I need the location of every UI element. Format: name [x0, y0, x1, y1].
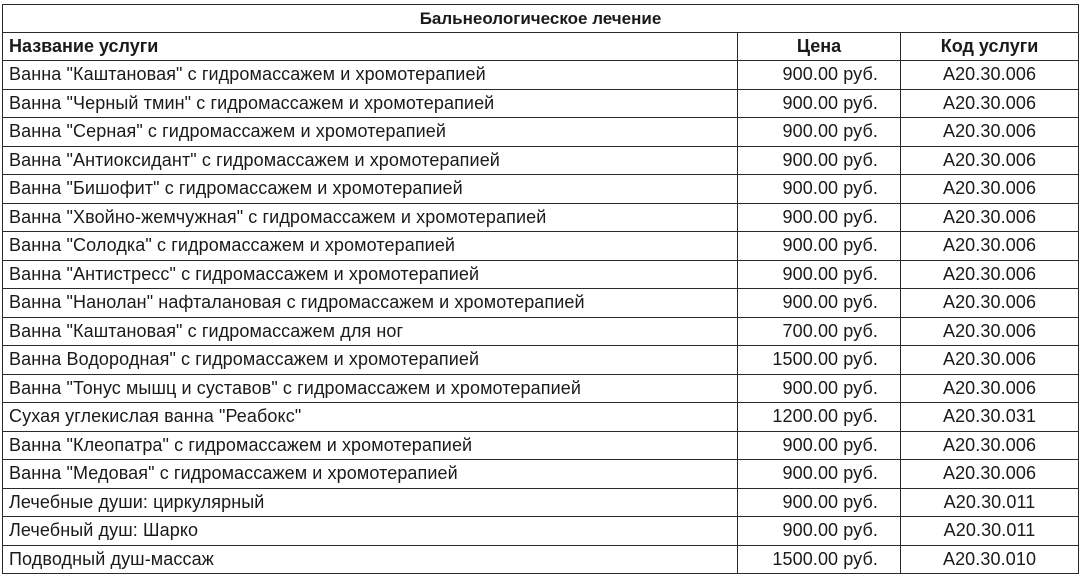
service-code-cell: A20.30.011	[901, 517, 1079, 546]
service-name-cell: Ванна "Клеопатра" с гидромассажем и хромотерапией	[3, 431, 738, 460]
service-price-cell: 1200.00 руб.	[738, 403, 901, 432]
price-table	[2, 4, 1079, 574]
service-code-cell: A20.30.006	[901, 431, 1079, 460]
service-price-cell: 900.00 руб.	[738, 175, 901, 204]
service-price-cell: 900.00 руб.	[738, 260, 901, 289]
service-name-cell: Ванна "Антиоксидант" с гидромассажем и хромотерапией	[3, 146, 738, 175]
column-header-price: Цена	[738, 33, 901, 61]
table-row	[3, 403, 1079, 432]
table-row	[3, 203, 1079, 232]
service-price-cell: 900.00 руб.	[738, 431, 901, 460]
service-price-cell: 1500.00 руб.	[738, 545, 901, 574]
table-row	[3, 374, 1079, 403]
table-title: Бальнеологическое лечение	[3, 5, 1079, 33]
service-code-cell: A20.30.006	[901, 260, 1079, 289]
service-name-cell: Подводный душ-массаж	[3, 545, 738, 574]
service-code-cell: A20.30.010	[901, 545, 1079, 574]
table-row	[3, 346, 1079, 375]
table-row	[3, 89, 1079, 118]
service-price-cell: 900.00 руб.	[738, 517, 901, 546]
service-price-cell: 900.00 руб.	[738, 146, 901, 175]
column-header-name: Название услуги	[3, 33, 738, 61]
service-name-cell: Ванна "Хвойно-жемчужная" с гидромассажем и хромотерапией	[3, 203, 738, 232]
service-name-cell: Ванна "Бишофит" с гидромассажем и хромотерапией	[3, 175, 738, 204]
service-code-cell: A20.30.011	[901, 488, 1079, 517]
service-name-cell: Ванна "Серная" с гидромассажем и хромотерапией	[3, 118, 738, 147]
service-price-cell: 900.00 руб.	[738, 203, 901, 232]
table-row	[3, 317, 1079, 346]
service-price-cell: 900.00 руб.	[738, 289, 901, 318]
table-row	[3, 118, 1079, 147]
service-name-cell: Лечебный душ: Шарко	[3, 517, 738, 546]
service-code-cell: A20.30.006	[901, 89, 1079, 118]
service-code-cell: A20.30.006	[901, 289, 1079, 318]
service-price-cell: 900.00 руб.	[738, 460, 901, 489]
service-price-cell: 900.00 руб.	[738, 374, 901, 403]
table-title-row	[3, 5, 1079, 33]
service-code-cell: A20.30.006	[901, 203, 1079, 232]
service-code-cell: A20.30.006	[901, 146, 1079, 175]
service-name-cell: Ванна "Каштановая" с гидромассажем для ног	[3, 317, 738, 346]
price-list-document	[1, 4, 1079, 575]
service-code-cell: A20.30.006	[901, 232, 1079, 261]
service-name-cell: Ванна "Медовая" с гидромассажем и хромотерапией	[3, 460, 738, 489]
table-row	[3, 175, 1079, 204]
table-row	[3, 488, 1079, 517]
service-price-cell: 900.00 руб.	[738, 118, 901, 147]
service-name-cell: Ванна "Нанолан" нафталановая с гидромассажем и хромотерапией	[3, 289, 738, 318]
service-name-cell: Ванна "Тонус мышц и суставов" с гидромассажем и хромотерапией	[3, 374, 738, 403]
table-row	[3, 517, 1079, 546]
service-code-cell: A20.30.006	[901, 118, 1079, 147]
table-row	[3, 260, 1079, 289]
service-name-cell: Ванна "Каштановая" с гидромассажем и хромотерапией	[3, 61, 738, 90]
service-price-cell: 1500.00 руб.	[738, 346, 901, 375]
service-price-cell: 900.00 руб.	[738, 61, 901, 90]
table-row	[3, 460, 1079, 489]
table-header-row	[3, 33, 1079, 61]
table-row	[3, 146, 1079, 175]
service-name-cell: Ванна "Солодка" с гидромассажем и хромотерапией	[3, 232, 738, 261]
service-price-cell: 900.00 руб.	[738, 89, 901, 118]
service-code-cell: A20.30.006	[901, 317, 1079, 346]
service-code-cell: A20.30.006	[901, 175, 1079, 204]
column-header-code: Код услуги	[901, 33, 1079, 61]
table-row	[3, 232, 1079, 261]
service-price-cell: 700.00 руб.	[738, 317, 901, 346]
table-row	[3, 431, 1079, 460]
service-name-cell: Лечебные души: циркулярный	[3, 488, 738, 517]
service-code-cell: A20.30.006	[901, 460, 1079, 489]
service-name-cell: Ванна Водородная" с гидромассажем и хромотерапией	[3, 346, 738, 375]
service-code-cell: A20.30.031	[901, 403, 1079, 432]
service-name-cell: Ванна "Черный тмин" с гидромассажем и хромотерапией	[3, 89, 738, 118]
service-name-cell: Ванна "Антистресс" с гидромассажем и хромотерапией	[3, 260, 738, 289]
table-row	[3, 61, 1079, 90]
service-code-cell: A20.30.006	[901, 61, 1079, 90]
table-row	[3, 289, 1079, 318]
service-price-cell: 900.00 руб.	[738, 488, 901, 517]
table-row	[3, 545, 1079, 574]
service-code-cell: A20.30.006	[901, 346, 1079, 375]
service-name-cell: Сухая углекислая ванна "Реабокс"	[3, 403, 738, 432]
service-code-cell: A20.30.006	[901, 374, 1079, 403]
service-price-cell: 900.00 руб.	[738, 232, 901, 261]
